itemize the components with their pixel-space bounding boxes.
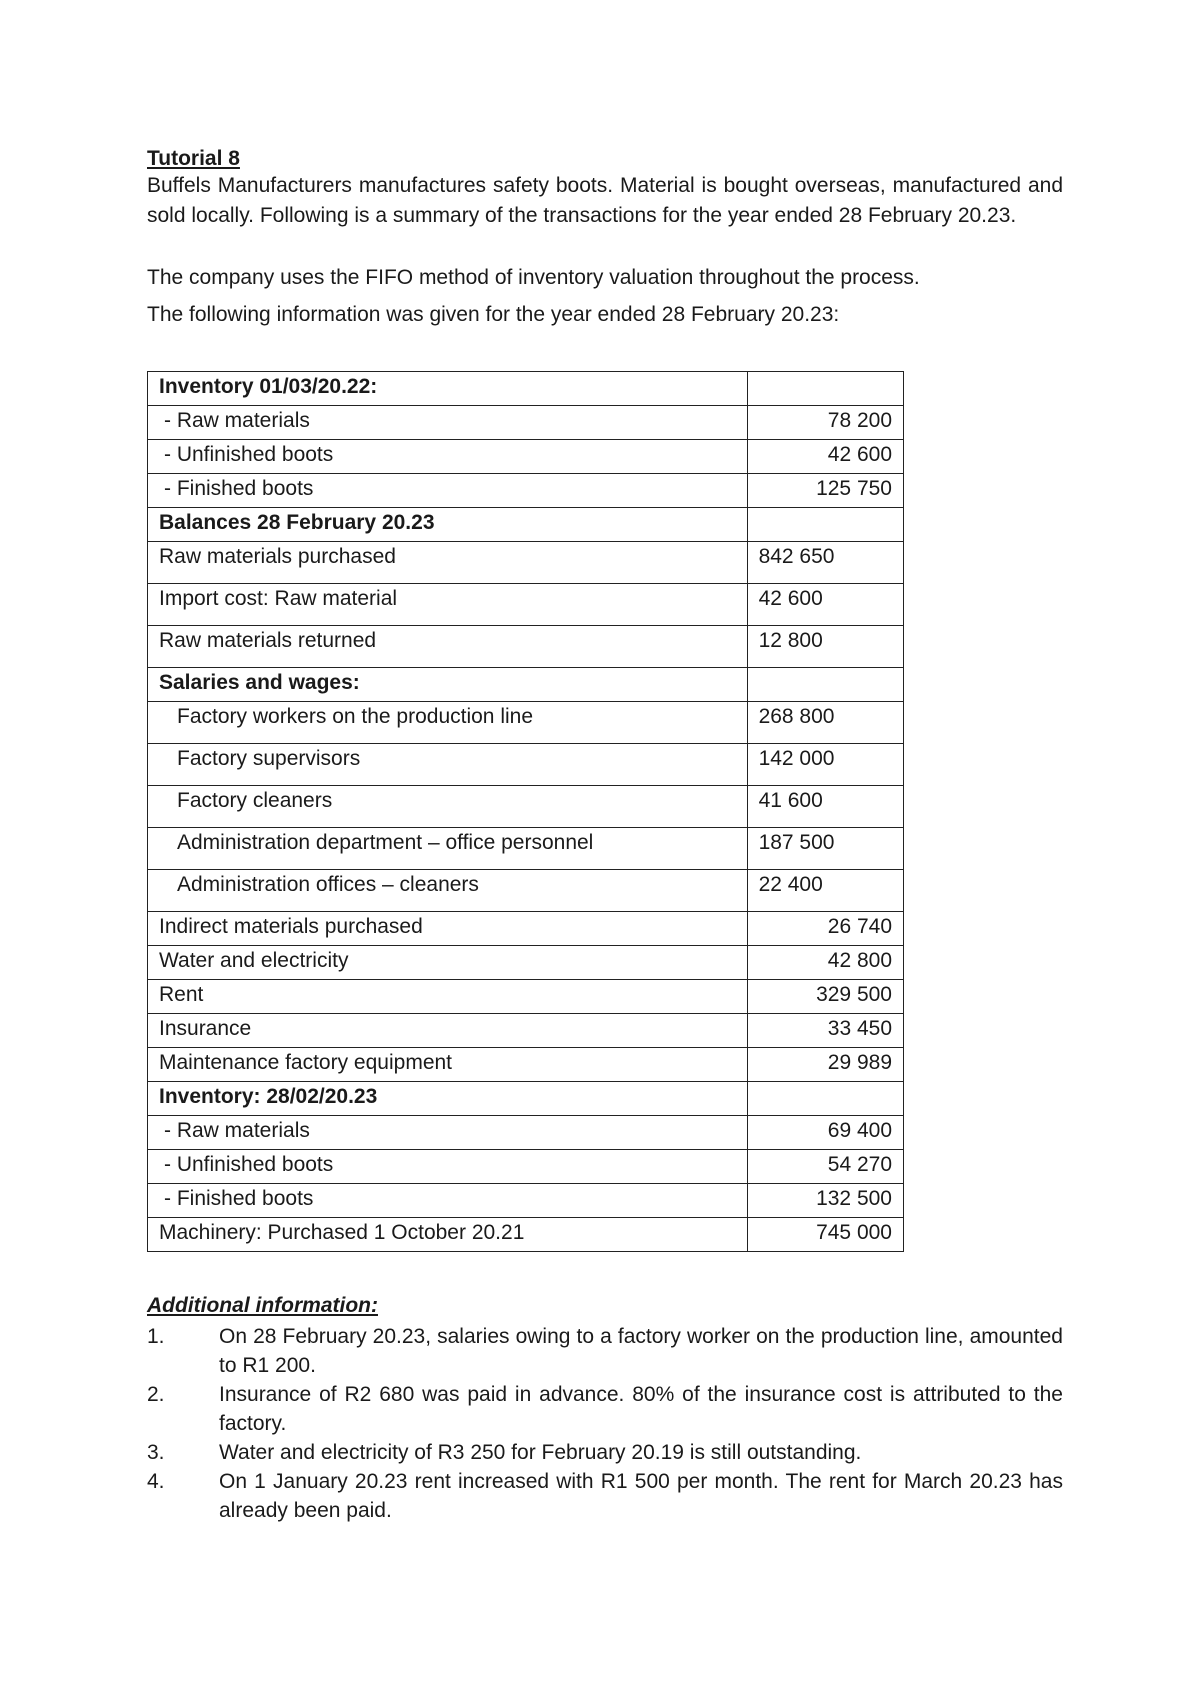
table-row	[148, 828, 904, 870]
fifo-note: The company uses the FIFO method of inventory valuation throughout the process.	[147, 266, 920, 289]
row-label: Insurance	[148, 1014, 748, 1048]
row-label: Balances 28 February 20.23	[148, 508, 748, 542]
table-row	[148, 946, 904, 980]
row-value: 268 800	[747, 702, 903, 744]
table-row	[148, 406, 904, 440]
row-label: Maintenance factory equipment	[148, 1048, 748, 1082]
table-row	[148, 912, 904, 946]
list-number: 1.	[147, 1325, 165, 1348]
list-text: Water and electricity of R3 250 for February 20.19 is still outstanding.	[219, 1441, 862, 1464]
table-row	[148, 668, 904, 702]
row-value: 42 600	[747, 584, 903, 626]
table-row	[148, 1116, 904, 1150]
balances-table	[147, 371, 904, 1252]
table-row	[148, 626, 904, 668]
row-label: Machinery: Purchased 1 October 20.21	[148, 1218, 748, 1252]
table-row	[148, 584, 904, 626]
row-value	[747, 372, 903, 406]
row-label: Factory cleaners	[148, 786, 748, 828]
list-item	[147, 1380, 1063, 1438]
row-label: Factory supervisors	[148, 744, 748, 786]
row-label: - Raw materials	[148, 1116, 748, 1150]
table-row	[148, 1014, 904, 1048]
row-value: 125 750	[747, 474, 903, 508]
document-title: Tutorial 8	[147, 147, 240, 170]
info-lead: The following information was given for the year ended 28 February 20.23:	[147, 303, 840, 326]
row-value: 22 400	[747, 870, 903, 912]
row-label: Indirect materials purchased	[148, 912, 748, 946]
table-row	[148, 1150, 904, 1184]
row-value: 329 500	[747, 980, 903, 1014]
table-row	[148, 1082, 904, 1116]
table-row	[148, 980, 904, 1014]
row-label: Raw materials purchased	[148, 542, 748, 584]
list-number: 3.	[147, 1441, 165, 1464]
row-value: 41 600	[747, 786, 903, 828]
row-value: 12 800	[747, 626, 903, 668]
row-value: 132 500	[747, 1184, 903, 1218]
row-label: Factory workers on the production line	[148, 702, 748, 744]
row-value	[747, 1082, 903, 1116]
row-label: Import cost: Raw material	[148, 584, 748, 626]
table-row	[148, 786, 904, 828]
list-text: On 1 January 20.23 rent increased with R1 500 per month. The rent for March 20.23 has already been paid.	[219, 1470, 1063, 1522]
row-value: 42 800	[747, 946, 903, 980]
row-value	[747, 508, 903, 542]
row-label: Salaries and wages:	[148, 668, 748, 702]
row-label: Raw materials returned	[148, 626, 748, 668]
row-label: Rent	[148, 980, 748, 1014]
row-label: - Raw materials	[148, 406, 748, 440]
row-value: 142 000	[747, 744, 903, 786]
additional-info-list	[147, 1322, 1063, 1525]
table-row	[148, 1048, 904, 1082]
table-row	[148, 474, 904, 508]
table-row	[148, 702, 904, 744]
intro-paragraph: Buffels Manufacturers manufactures safety boots. Material is bought overseas, manufactured and sold locally. Following is a summary of the transactions for the year ended 28 February 20.23.	[147, 174, 1063, 227]
row-label: - Finished boots	[148, 1184, 748, 1218]
list-text: Insurance of R2 680 was paid in advance. 80% of the insurance cost is attributed to the factory.	[219, 1383, 1063, 1435]
row-value: 78 200	[747, 406, 903, 440]
table-row	[148, 542, 904, 584]
list-text: On 28 February 20.23, salaries owing to a factory worker on the production line, amounted to R1 200.	[219, 1325, 1063, 1377]
list-item	[147, 1467, 1063, 1525]
row-value	[747, 668, 903, 702]
table-row	[148, 744, 904, 786]
table-row	[148, 1218, 904, 1252]
row-value: 29 989	[747, 1048, 903, 1082]
list-number: 4.	[147, 1470, 165, 1493]
list-item	[147, 1438, 1063, 1467]
row-label: Inventory: 28/02/20.23	[148, 1082, 748, 1116]
table-row	[148, 1184, 904, 1218]
list-item	[147, 1322, 1063, 1380]
row-label: Water and electricity	[148, 946, 748, 980]
row-value: 842 650	[747, 542, 903, 584]
row-value: 745 000	[747, 1218, 903, 1252]
row-label: - Unfinished boots	[148, 1150, 748, 1184]
table-row	[148, 508, 904, 542]
row-label: - Finished boots	[148, 474, 748, 508]
row-value: 187 500	[747, 828, 903, 870]
row-label: Administration offices – cleaners	[148, 870, 748, 912]
row-label: Inventory 01/03/20.22:	[148, 372, 748, 406]
row-value: 42 600	[747, 440, 903, 474]
table-row	[148, 372, 904, 406]
row-label: Administration department – office personnel	[148, 828, 748, 870]
row-label: - Unfinished boots	[148, 440, 748, 474]
row-value: 69 400	[747, 1116, 903, 1150]
table-row	[148, 870, 904, 912]
row-value: 54 270	[747, 1150, 903, 1184]
additional-info-heading: Additional information:	[147, 1294, 378, 1317]
table-row	[148, 440, 904, 474]
row-value: 26 740	[747, 912, 903, 946]
list-number: 2.	[147, 1383, 165, 1406]
row-value: 33 450	[747, 1014, 903, 1048]
